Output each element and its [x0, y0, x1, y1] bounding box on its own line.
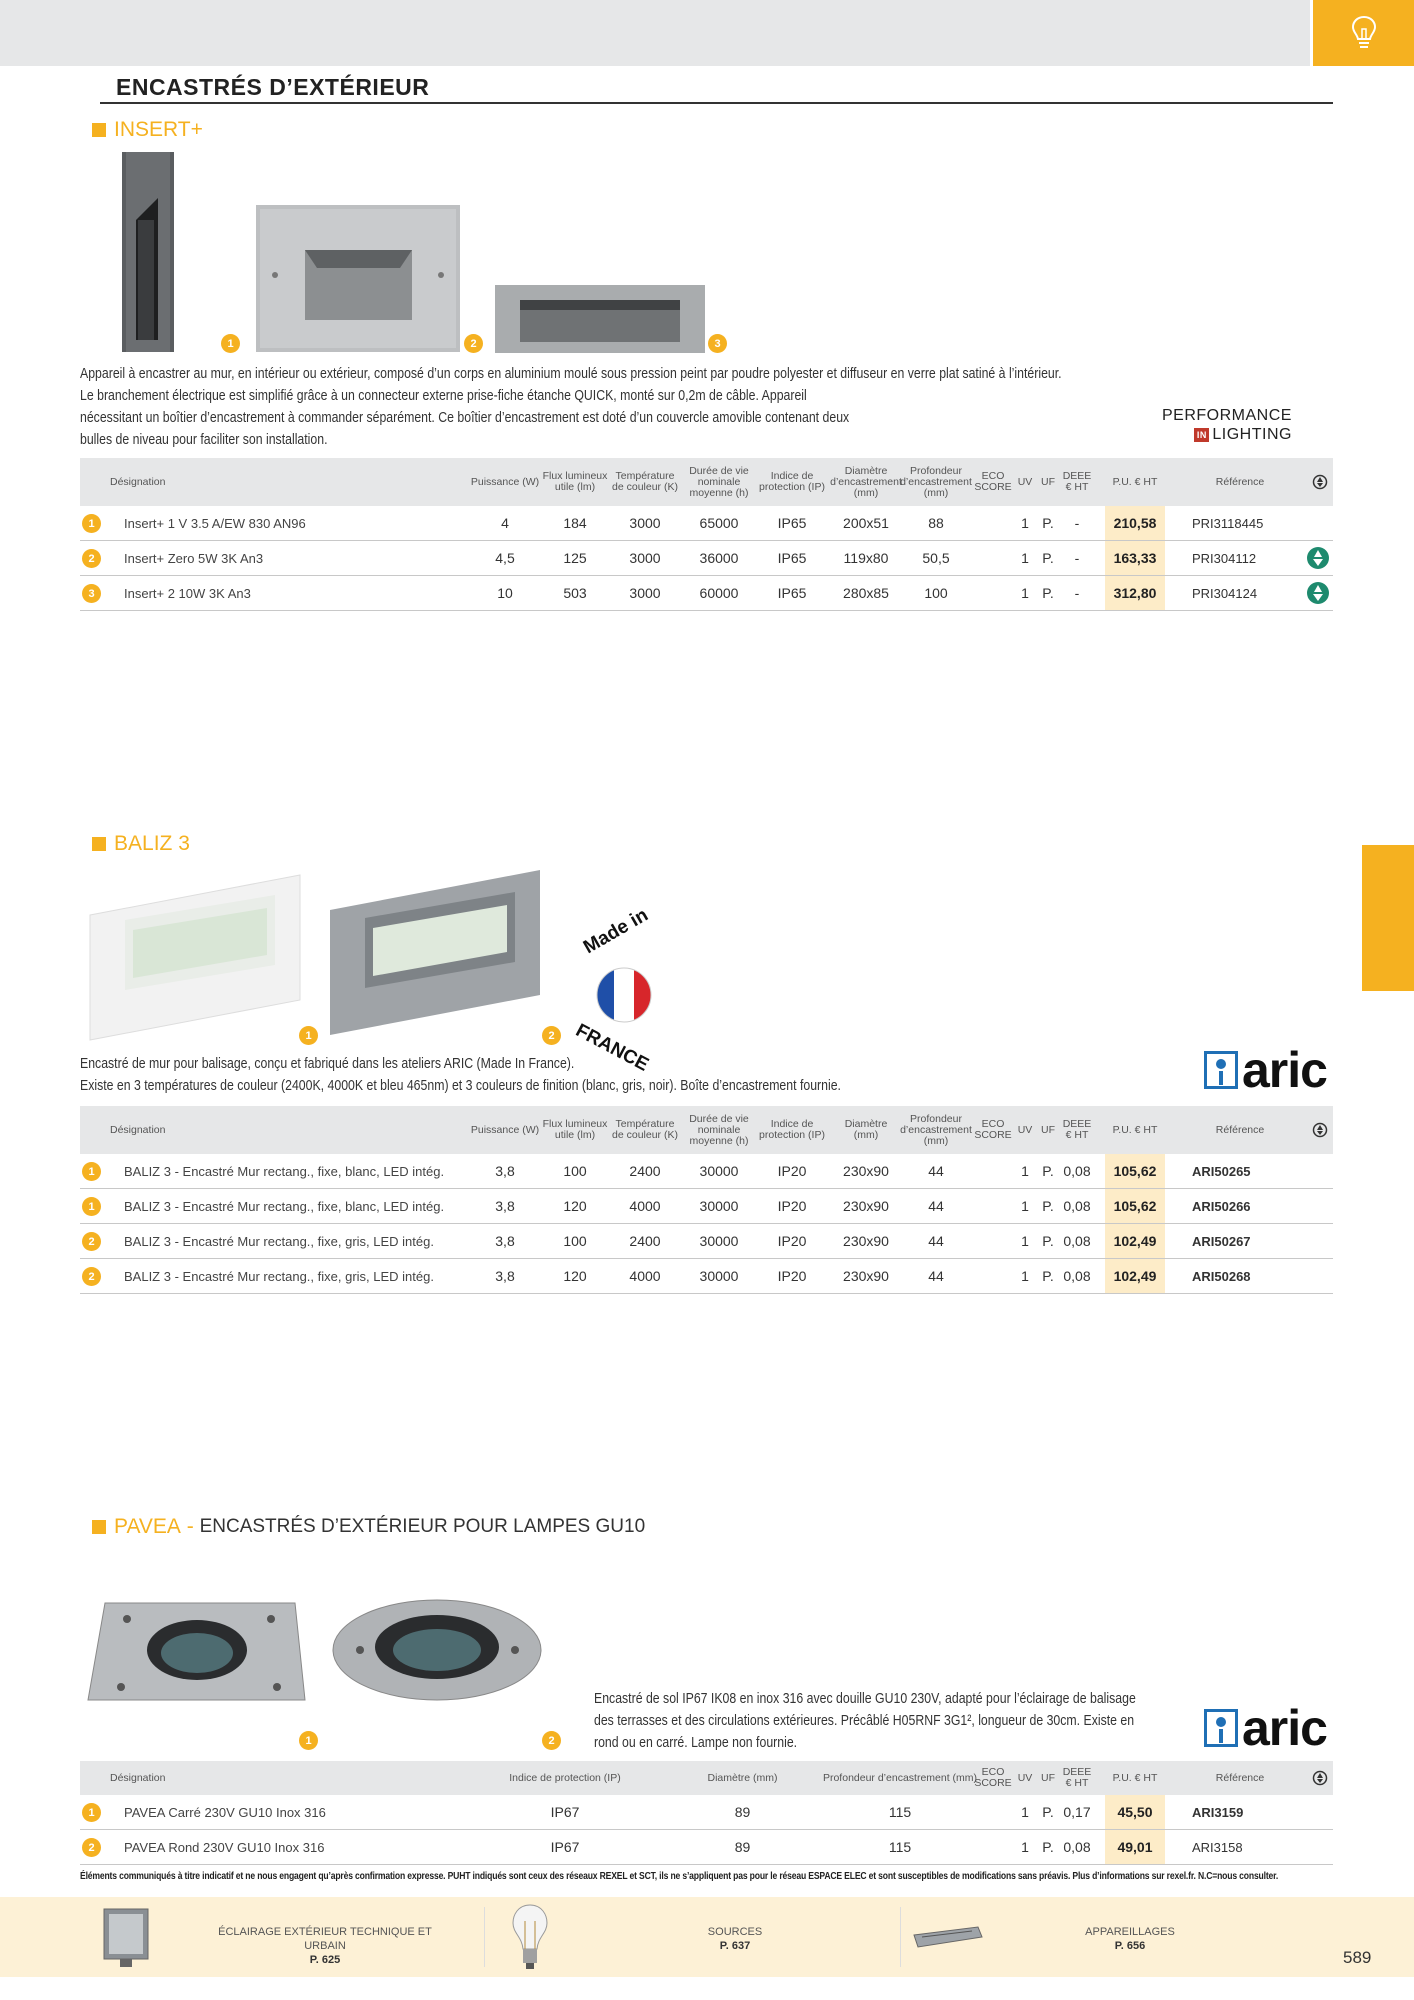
cell-life: 30000	[699, 1163, 739, 1179]
cell-life: 30000	[699, 1198, 739, 1214]
th-deee: DEEE € HT	[1062, 1118, 1092, 1141]
table-row	[80, 576, 1333, 611]
cell-price: 102,49	[1105, 1224, 1165, 1258]
footer-link-label: APPAREILLAGES	[1085, 1926, 1175, 1938]
cell-price: 102,49	[1105, 1259, 1165, 1293]
cell-ip: IP65	[777, 550, 807, 566]
insert-image-badge-1: 1	[221, 334, 240, 353]
th-ref: Référence	[1215, 1771, 1265, 1784]
cell-depth: 100	[924, 585, 948, 601]
th-uv: UV	[1017, 1771, 1033, 1784]
recycle-icon	[1312, 1770, 1328, 1786]
row-badge: 2	[82, 1267, 101, 1286]
aric-mark	[1204, 1051, 1238, 1089]
pavea-desc-line-3: rond ou en carré. Lampe non fournie.	[594, 1734, 798, 1751]
cell-life: 60000	[699, 585, 739, 601]
cell-price: 105,62	[1105, 1189, 1165, 1223]
footer-link-label: ÉCLAIRAGE EXTÉRIEUR TECHNIQUE ET URBAIN	[218, 1926, 432, 1952]
cell-power: 3,8	[495, 1268, 515, 1284]
cell-uf: P.	[1042, 585, 1054, 601]
row-badge: 1	[82, 1803, 101, 1822]
th-diam: Diamètre (mm)	[844, 1118, 888, 1141]
baliz-product-2	[330, 870, 540, 1035]
aric-mark	[1204, 1709, 1238, 1747]
insert-product-3	[495, 285, 705, 353]
th-temp: Température de couleur (K)	[612, 470, 678, 493]
made-in-france-logo	[572, 904, 674, 1076]
pavea-product-1	[88, 1603, 305, 1700]
cell-temp: 2400	[629, 1233, 661, 1249]
cell-designation: Insert+ 1 V 3.5 A/EW 830 AN96	[124, 515, 306, 531]
cell-flux: 503	[563, 585, 587, 601]
baliz-product-1	[90, 875, 300, 1040]
pavea-table-header	[80, 1761, 1333, 1795]
cell-designation: PAVEA Rond 230V GU10 Inox 316	[124, 1839, 325, 1855]
insert-desc-line-1: Appareil à encastrer au mur, en intérieur ou extérieur, composé d’un corps en aluminium moulé sous pression peint par poudre polyester et diffuseur en verre plat satiné à l’intérieur.	[80, 365, 1062, 382]
heading-square	[92, 123, 106, 137]
cell-designation: Insert+ Zero 5W 3K An3	[124, 550, 264, 566]
cell-deee: 0,08	[1063, 1163, 1091, 1179]
cell-designation: PAVEA Carré 230V GU10 Inox 316	[124, 1804, 326, 1820]
cell-price: 45,50	[1105, 1795, 1165, 1829]
cell-deee: 0,08	[1063, 1268, 1091, 1284]
footer-link-page: P. 625	[309, 1954, 341, 1966]
performance-in-lighting-logo	[1162, 406, 1292, 444]
pavea-desc-line-2: des terrasses et des circulations extérieures. Précâblé H05RNF 3G1², longueur de 30cm. Existe en	[594, 1712, 1135, 1729]
cell-power: 3,8	[495, 1198, 515, 1214]
row-badge: 2	[82, 1838, 101, 1857]
th-uf: UF	[1041, 1123, 1055, 1136]
cell-deee: 0,08	[1063, 1233, 1091, 1249]
cell-diam: 89	[734, 1804, 751, 1820]
cell-uf: P.	[1042, 1233, 1054, 1249]
cell-uf: P.	[1042, 1198, 1054, 1214]
footer-link-exterior[interactable]	[200, 1925, 450, 1967]
cell-uv: 1	[1021, 1198, 1029, 1214]
cell-flux: 184	[563, 515, 587, 531]
page-number: 589	[1343, 1948, 1372, 1967]
th-uv: UV	[1017, 1123, 1033, 1136]
pavea-heading	[92, 1515, 645, 1539]
cell-depth: 50,5	[922, 550, 950, 566]
heading-square	[92, 1520, 106, 1534]
cell-depth: 44	[928, 1268, 944, 1284]
th-uf: UF	[1041, 1771, 1055, 1784]
th-life: Durée de vie nominale moyenne (h)	[689, 464, 749, 499]
row-badge: 1	[82, 1197, 101, 1216]
cell-price: 163,33	[1105, 541, 1165, 575]
cell-reference: ARI50268	[1192, 1268, 1251, 1284]
cell-reference: ARI50265	[1192, 1163, 1251, 1179]
cell-ip: IP20	[777, 1198, 807, 1214]
cell-price: 210,58	[1105, 506, 1165, 540]
cell-deee: 0,08	[1063, 1198, 1091, 1214]
pavea-desc-line-1: Encastré de sol IP67 IK08 en inox 316 avec douille GU10 230V, adapté pour l’éclairage de balisage	[594, 1690, 1136, 1707]
th-power: Puissance (W)	[470, 1123, 540, 1136]
th-eco: ECO SCORE	[974, 1118, 1012, 1141]
eco-score-icon	[1306, 581, 1330, 605]
cell-uv: 1	[1021, 585, 1029, 601]
cell-ip: IP67	[550, 1804, 580, 1820]
cell-deee: -	[1074, 585, 1080, 601]
ballast-icon	[912, 1925, 984, 1949]
footer-link-page: P. 656	[1114, 1940, 1146, 1952]
cell-diam: 230x90	[843, 1198, 889, 1214]
cell-uf: P.	[1042, 550, 1054, 566]
insert-heading	[92, 118, 203, 142]
th-designation: Désignation	[110, 1771, 166, 1784]
pavea-product-images	[85, 1595, 555, 1715]
footer-link-appareillages[interactable]	[1040, 1925, 1220, 1953]
footer-divider	[900, 1907, 901, 1967]
heading-square	[92, 837, 106, 851]
table-row	[80, 1830, 1333, 1865]
cell-diam: 119x80	[843, 550, 889, 566]
cell-price: 312,80	[1105, 576, 1165, 610]
cell-ip: IP20	[777, 1233, 807, 1249]
cell-designation: BALIZ 3 - Encastré Mur rectang., fixe, blanc, LED intég.	[124, 1163, 445, 1179]
cell-diam: 230x90	[843, 1233, 889, 1249]
baliz-image-badge-2: 2	[542, 1026, 561, 1045]
footnote: Éléments communiqués à titre indicatif et ne nous engagent qu’après confirmation expresse. PUHT indiqués sont ceux des réseaux REXEL et SCT, ils ne s’appliquent pas pour le réseau ESPACE ELEC et sont susceptibles de modifications sans préavis. Plus d’informations sur rexel.fr. N.C=nous consulter.	[80, 1871, 1279, 1882]
cell-depth: 44	[928, 1198, 944, 1214]
cell-flux: 125	[563, 550, 587, 566]
cell-reference: PRI304112	[1192, 550, 1257, 566]
cell-temp: 3000	[629, 515, 661, 531]
th-deee: DEEE € HT	[1062, 470, 1092, 493]
cell-uv: 1	[1021, 1804, 1029, 1820]
table-row	[80, 1259, 1333, 1294]
aric-logo	[1204, 1700, 1327, 1756]
footer-link-label: SOURCES	[707, 1926, 763, 1938]
th-designation: Désignation	[110, 475, 166, 488]
lightbulb-icon	[1349, 14, 1379, 52]
th-life: Durée de vie nominale moyenne (h)	[689, 1112, 749, 1147]
cell-power: 4,5	[495, 550, 515, 566]
cell-deee: 0,08	[1063, 1839, 1091, 1855]
table-row	[80, 1795, 1333, 1830]
cell-reference: PRI3118445	[1192, 515, 1264, 531]
page-title: ENCASTRÉS D’EXTÉRIEUR	[116, 74, 430, 100]
th-flux: Flux lumineux utile (lm)	[542, 1118, 608, 1141]
aric-text: aric	[1242, 1042, 1327, 1098]
cell-depth: 88	[928, 515, 944, 531]
cell-uf: P.	[1042, 515, 1054, 531]
cell-diam: 230x90	[843, 1163, 889, 1179]
cell-designation: BALIZ 3 - Encastré Mur rectang., fixe, gris, LED intég.	[124, 1233, 434, 1249]
th-uf: UF	[1041, 475, 1055, 488]
cell-depth: 44	[928, 1163, 944, 1179]
insert-product-images	[110, 150, 730, 355]
footer-link-sources[interactable]	[640, 1925, 830, 1953]
cell-temp: 2400	[629, 1163, 661, 1179]
cell-flux: 100	[563, 1233, 587, 1249]
eco-score-icon	[1306, 546, 1330, 570]
baliz-table-header	[80, 1106, 1333, 1154]
cell-designation: BALIZ 3 - Encastré Mur rectang., fixe, blanc, LED intég.	[124, 1198, 445, 1214]
insert-desc-line-4: bulles de niveau pour faciliter son installation.	[80, 431, 328, 448]
bulb-icon	[510, 1901, 550, 1973]
baliz-heading	[92, 832, 190, 856]
cell-temp: 3000	[629, 550, 661, 566]
france-text: FRANCE	[572, 1020, 652, 1076]
th-depth: Profondeur d’encastrement (mm)	[900, 464, 972, 499]
th-diam: Diamètre d’encastrement (mm)	[830, 464, 902, 499]
cell-temp: 3000	[629, 585, 661, 601]
cell-ip: IP65	[777, 585, 807, 601]
cell-reference: ARI50266	[1192, 1198, 1251, 1214]
cell-diam: 230x90	[843, 1268, 889, 1284]
cell-diam: 200x51	[843, 515, 889, 531]
baliz-product-images	[85, 870, 545, 1045]
th-ref: Référence	[1215, 1123, 1265, 1136]
cell-uv: 1	[1021, 515, 1029, 531]
th-ref: Référence	[1215, 475, 1265, 488]
baliz-desc-line-1: Encastré de mur pour balisage, conçu et fabriqué dans les ateliers ARIC (Made In France).	[80, 1055, 575, 1072]
perf-lighting: LIGHTING	[1212, 426, 1292, 443]
perf-line-1: PERFORMANCE	[1162, 407, 1292, 424]
cell-flux: 120	[563, 1198, 587, 1214]
table-row	[80, 541, 1333, 576]
cell-life: 30000	[699, 1233, 739, 1249]
cell-life: 30000	[699, 1268, 739, 1284]
cell-uv: 1	[1021, 1163, 1029, 1179]
cell-diam: 280x85	[843, 585, 889, 601]
perf-in-mark: IN	[1194, 428, 1209, 442]
insert-desc-line-3: nécessitant un boîtier d’encastrement à commander séparément. Ce boîtier d’encastrement est doté d’un couvercle amovible contenant deux	[80, 409, 850, 426]
cell-uv: 1	[1021, 1839, 1029, 1855]
cell-price: 105,62	[1105, 1154, 1165, 1188]
row-badge: 2	[82, 1232, 101, 1251]
cell-deee: -	[1074, 515, 1080, 531]
cell-depth: 44	[928, 1233, 944, 1249]
insert-product-2	[256, 205, 460, 352]
insert-image-badge-3: 3	[708, 334, 727, 353]
cell-diam: 89	[734, 1839, 751, 1855]
th-ip: Indice de protection (IP)	[509, 1771, 621, 1784]
th-eco: ECO SCORE	[974, 1766, 1012, 1789]
cell-life: 65000	[699, 515, 739, 531]
cell-reference: PRI304124	[1192, 585, 1258, 601]
th-eco: ECO SCORE	[974, 470, 1012, 493]
table-row	[80, 1189, 1333, 1224]
th-power: Puissance (W)	[470, 475, 540, 488]
floodlight-icon	[100, 1903, 152, 1971]
cell-uf: P.	[1042, 1804, 1054, 1820]
cell-reference: ARI3159	[1192, 1804, 1244, 1820]
footer-divider	[484, 1907, 485, 1967]
th-ip: Indice de protection (IP)	[759, 470, 825, 493]
top-band	[0, 0, 1310, 66]
cell-reference: ARI50267	[1192, 1233, 1251, 1249]
baliz-desc-line-2: Existe en 3 températures de couleur (2400K, 4000K et bleu 465nm) et 3 couleurs de finition (blanc, gris, noir). Boîte d’encastrement fournie.	[80, 1077, 841, 1094]
table-row	[80, 1154, 1333, 1189]
pavea-heading-rest: ENCASTRÉS D’EXTÉRIEUR POUR LAMPES GU10	[199, 1516, 646, 1537]
side-tab	[1362, 845, 1414, 991]
table-row	[80, 506, 1333, 541]
pavea-heading-sep: -	[180, 1515, 200, 1538]
cell-flux: 100	[563, 1163, 587, 1179]
cell-uv: 1	[1021, 550, 1029, 566]
th-designation: Désignation	[110, 1123, 166, 1136]
pavea-product-2	[333, 1600, 541, 1700]
th-ip: Indice de protection (IP)	[759, 1118, 825, 1141]
row-badge: 1	[82, 1162, 101, 1181]
cell-ip: IP65	[777, 515, 807, 531]
table-row	[80, 1224, 1333, 1259]
row-badge: 1	[82, 514, 101, 533]
cell-reference: ARI3158	[1192, 1839, 1243, 1855]
recycle-icon	[1312, 1122, 1328, 1138]
aric-text: aric	[1242, 1700, 1327, 1756]
cell-uf: P.	[1042, 1268, 1054, 1284]
cell-power: 3,8	[495, 1233, 515, 1249]
cell-power: 3,8	[495, 1163, 515, 1179]
cell-uf: P.	[1042, 1163, 1054, 1179]
cell-uv: 1	[1021, 1233, 1029, 1249]
insert-desc-line-2: Le branchement électrique est simplifié grâce à un connecteur externe prise-fiche étanche QUICK, monté sur 0,2m de câble. Appareil	[80, 387, 807, 404]
cell-depth: 115	[888, 1804, 912, 1820]
recycle-icon	[1312, 474, 1328, 490]
cell-price: 49,01	[1105, 1830, 1165, 1864]
insert-product-1	[122, 152, 174, 352]
perf-line-2	[1162, 425, 1292, 444]
cell-uv: 1	[1021, 1268, 1029, 1284]
th-temp: Température de couleur (K)	[612, 1118, 678, 1141]
insert-heading-text: INSERT+	[114, 118, 203, 141]
cell-uf: P.	[1042, 1839, 1054, 1855]
footer-link-page: P. 637	[719, 1940, 751, 1952]
corner-tab	[1313, 0, 1414, 66]
insert-table-header	[80, 458, 1333, 506]
cell-power: 10	[497, 585, 513, 601]
baliz-image-badge-1: 1	[299, 1026, 318, 1045]
cell-ip: IP20	[777, 1268, 807, 1284]
th-price: P.U. € HT	[1112, 1123, 1158, 1136]
cell-deee: 0,17	[1063, 1804, 1091, 1820]
cell-temp: 4000	[629, 1268, 661, 1284]
th-flux: Flux lumineux utile (lm)	[542, 470, 608, 493]
baliz-description	[80, 1053, 982, 1097]
th-diam: Diamètre (mm)	[707, 1771, 778, 1784]
aric-logo	[1204, 1042, 1327, 1098]
cell-deee: -	[1074, 550, 1080, 566]
th-depth: Profondeur d’encastrement (mm)	[900, 1112, 972, 1147]
insert-description	[80, 363, 1179, 451]
th-deee: DEEE € HT	[1062, 1766, 1092, 1789]
cell-power: 4	[501, 515, 509, 531]
insert-image-badge-2: 2	[464, 334, 483, 353]
pavea-heading-text: PAVEA	[114, 1515, 181, 1538]
cell-depth: 115	[888, 1839, 912, 1855]
pavea-image-badge-1: 1	[299, 1731, 318, 1750]
th-price: P.U. € HT	[1112, 475, 1158, 488]
th-uv: UV	[1017, 475, 1033, 488]
cell-ip: IP67	[550, 1839, 580, 1855]
made-in-text: Made in	[580, 904, 652, 959]
pavea-description	[594, 1688, 1168, 1754]
baliz-heading-text: BALIZ 3	[114, 832, 190, 855]
cell-flux: 120	[563, 1268, 587, 1284]
pavea-image-badge-2: 2	[542, 1731, 561, 1750]
th-price: P.U. € HT	[1112, 1771, 1158, 1784]
cell-designation: BALIZ 3 - Encastré Mur rectang., fixe, gris, LED intég.	[124, 1268, 434, 1284]
cell-life: 36000	[699, 550, 739, 566]
th-depth: Profondeur d’encastrement (mm)	[822, 1771, 978, 1784]
cell-ip: IP20	[777, 1163, 807, 1179]
cell-temp: 4000	[629, 1198, 661, 1214]
row-badge: 3	[82, 584, 101, 603]
cell-designation: Insert+ 2 10W 3K An3	[124, 585, 251, 601]
title-rule	[100, 102, 1333, 104]
row-badge: 2	[82, 549, 101, 568]
